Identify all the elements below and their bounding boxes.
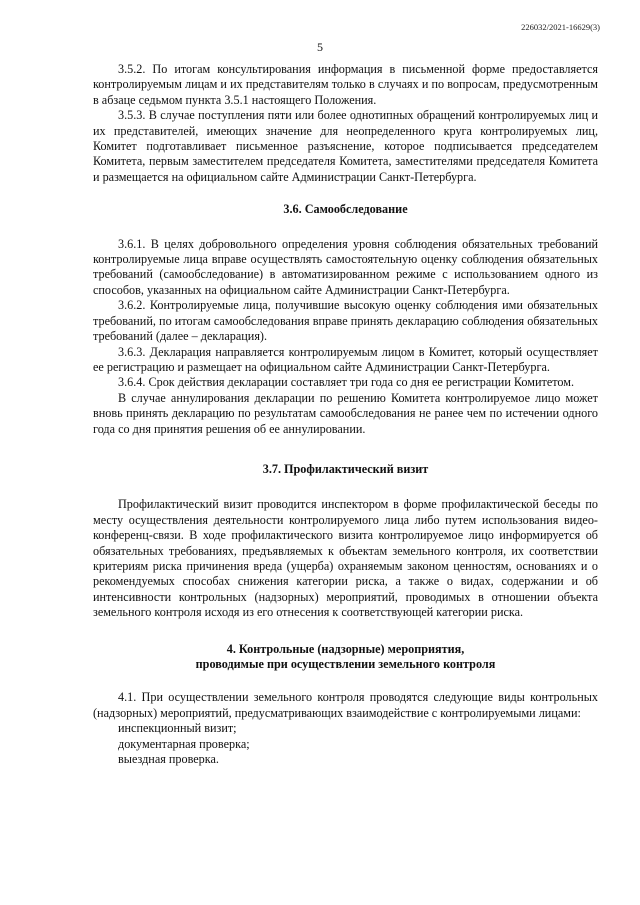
paragraph-4-1: 4.1. При осуществлении земельного контроля проводятся следующие виды контрольных (надзорных) мероприятий, предусматривающих взаимодействие с контролируемыми лицами: xyxy=(93,690,598,720)
document-body xyxy=(93,62,598,767)
paragraph-annulment: В случае аннулирования декларации по решению Комитета контролируемое лицо может вновь принять декларацию по результатам самообследования не ранее чем по истечении одного года со дня принятия решения об ее аннулировании. xyxy=(93,390,598,436)
list-item: документарная проверка; xyxy=(118,736,250,751)
section-4-title xyxy=(93,642,598,673)
paragraph-3-5-2: 3.5.2. По итогам консультирования информация в письменной форме предоставляется контролируемым лицам и их представителям только в случаях и по вопросам, предусмотренным в абзаце седьмом пункта 3.5.1 настоящего Положения. xyxy=(93,62,598,107)
section-4-title-line1: 4. Контрольные (надзорные) мероприятия, xyxy=(226,641,465,656)
section-4-title-line2: проводимые при осуществлении земельного контроля xyxy=(195,657,496,671)
paragraph-3-6-4: 3.6.4. Срок действия декларации составляет три года со дня ее регистрации Комитетом. xyxy=(118,375,575,390)
document-id: 226032/2021-16629(3) xyxy=(521,22,600,32)
paragraph-3-6-3: 3.6.3. Декларация направляется контролируемым лицом в Комитет, который осуществляет ее регистрацию и размещает на официальном сайте Администрации Санкт-Петербурга. xyxy=(93,344,598,374)
paragraph-3-6-2: 3.6.2. Контролируемые лица, получившие высокую оценку соблюдения ими обязательных требований, по итогам самообследования вправе принять декларацию соблюдения обязательных требований (далее – декларация). xyxy=(93,298,598,344)
list-item: инспекционный визит; xyxy=(118,721,237,736)
list-item: выездная проверка. xyxy=(118,752,219,767)
page-number: 5 xyxy=(317,40,323,54)
paragraph-3-7: Профилактический визит проводится инспектором в форме профилактической беседы по месту осуществления деятельности контролируемого лица либо путем использования видео-конференц-связи. В ходе профилактического визита контролируемое лицо информируется об обязательных требованиях, предъявляемых к объектам земельного контроля, их соответствии критериям риска причинения вреда (ущерба) охраняемым законом ценностям, основаниях и о рекомендуемых способах снижения категории риска, а также о видах, содержании и об интенсивности контрольных (надзорных) мероприятий, проводимых в отношении объекта земельного контроля исходя из его отнесения к соответствующей категории риска. xyxy=(93,497,598,620)
section-3-7-title: 3.7. Профилактический визит xyxy=(262,461,429,476)
paragraph-3-5-3: 3.5.3. В случае поступления пяти или более однотипных обращений контролируемых лиц и их представителей, имеющих значение для неопределенного круга контролируемых лиц, Комитет подготавливает письменное разъяснение, которое подписывается председателем Комитета, первым заместителем председателя Комитета, заместителями председателя Комитета и размещается на официальном сайте Администрации Санкт-Петербурга. xyxy=(93,108,598,184)
section-3-6-title: 3.6. Самообследование xyxy=(283,202,408,217)
paragraph-3-6-1: 3.6.1. В целях добровольного определения уровня соблюдения обязательных требований контролируемые лица вправе осуществлять самостоятельную оценку соблюдения обязательных требований (самообследование) в автоматизированном режиме с использованием одного из способов, указанных на официальном сайте Администрации Санкт-Петербурга. xyxy=(93,236,598,297)
